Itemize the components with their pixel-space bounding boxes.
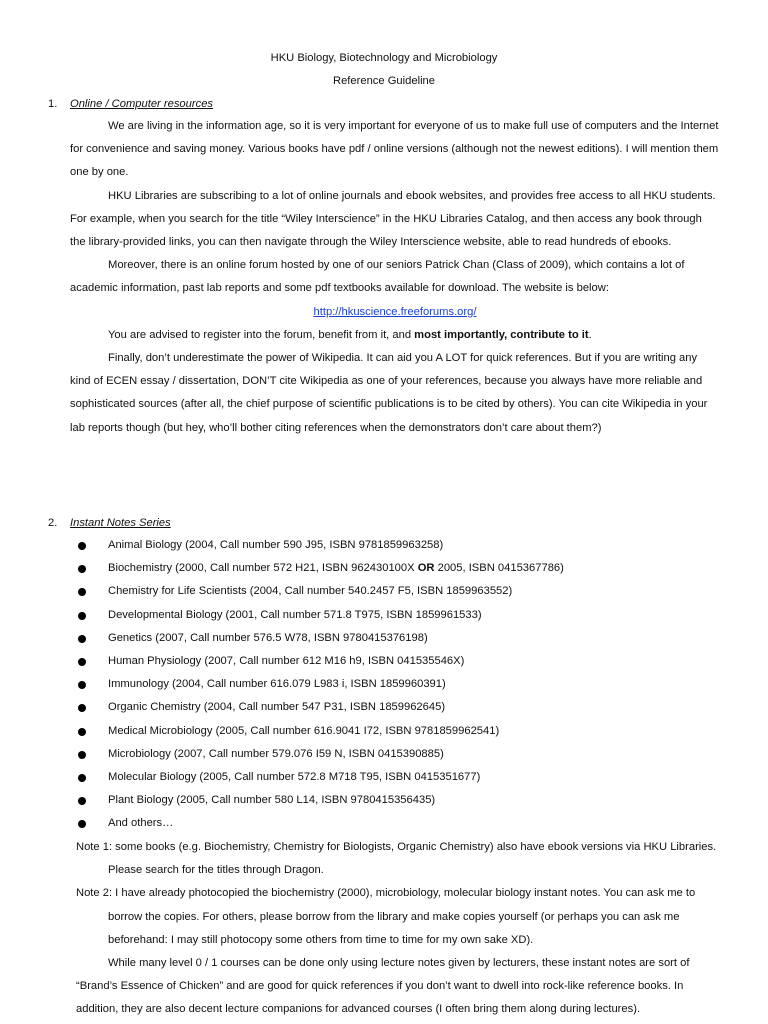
bullet-icon xyxy=(78,565,86,573)
list-item xyxy=(76,534,726,557)
list-item-text: Developmental Biology (2001, Call number 571.8 T975, ISBN 1859961533) xyxy=(108,608,482,621)
list-item-text: Organic Chemistry (2004, Call number 547 P31, ISBN 1859962645) xyxy=(108,701,446,714)
instant-notes-list xyxy=(76,534,726,835)
forum-link-line xyxy=(70,301,720,324)
list-item xyxy=(76,766,726,789)
bullet-icon xyxy=(78,612,86,620)
list-item-text: Chemistry for Life Scientists (2004, Call number 540.2457 F5, ISBN 1859963552) xyxy=(108,585,513,598)
bullet-icon xyxy=(78,704,86,712)
list-item xyxy=(76,627,726,650)
section-1-body xyxy=(70,115,720,440)
bullet-icon xyxy=(78,658,86,666)
paragraph-instant-notes-usage: While many level 0 / 1 courses can be done only using lecture notes given by lecturers, these instant notes are sort of “Brand’s Essence of Chicken” and are good for quick references if you don’t want to dwell into rock-like reference books. In addition, they are also decent lecture companions for advanced courses (I often bring them along during lectures). xyxy=(76,957,690,1016)
section-2-heading xyxy=(48,515,171,531)
list-item xyxy=(76,673,726,696)
register-emphasis: most importantly, contribute to it xyxy=(414,328,589,341)
document-subtitle: Reference Guideline xyxy=(333,75,435,87)
list-item-text: Microbiology (2007, Call number 579.076 I59 N, ISBN 0415390885) xyxy=(108,747,444,760)
list-item xyxy=(76,557,726,580)
bullet-icon xyxy=(78,820,86,828)
list-item-text: Plant Biology (2005, Call number 580 L14, ISBN 9780415356435) xyxy=(108,794,436,807)
section-1-heading xyxy=(48,96,213,112)
list-item xyxy=(76,604,726,627)
forum-link[interactable]: http://hkuscience.freeforums.org/ xyxy=(313,305,477,318)
note-1: Note 1: some books (e.g. Biochemistry, Chemistry for Biologists, Organic Chemistry) also have ebook versions via HKU Libraries. Please search for the titles through Dragon. xyxy=(76,841,717,877)
paragraph-online-forum: Moreover, there is an online forum hosted by one of our seniors Patrick Chan (Class of 2009), which contains a lot of academic information, past lab reports and some pdf textbooks available for download. The website is below: xyxy=(70,259,685,295)
note-2: Note 2: I have already photocopied the biochemistry (2000), microbiology, molecular biology instant notes. You can ask me to borrow the copies. For others, please borrow from the library and make copies yourself (or perhaps you can ask me beforehand: I may still photocopy some others from time to time for my own sake XD). xyxy=(76,887,696,946)
bullet-icon xyxy=(78,751,86,759)
bullet-icon xyxy=(78,774,86,782)
paragraph-information-age: We are living in the information age, so it is very important for everyone of us to make full use of computers and the Internet for convenience and saving money. Various books have pdf / online versions (although not the newest editions). I will mention them one by one. xyxy=(70,120,719,179)
list-item-text: Immunology (2004, Call number 616.079 L983 i, ISBN 1859960391) xyxy=(108,678,446,691)
paragraph-hku-libraries: HKU Libraries are subscribing to a lot of online journals and ebook websites, and provides free access to all HKU students. For example, when you search for the title “Wiley Interscience” in the HKU Libraries Catalog, and then access any book through the library-provided links, you can then navigate through the Wiley Interscience website, able to read hundreds of ebooks. xyxy=(70,189,716,249)
bullet-icon xyxy=(78,542,86,550)
section-2-number: 2. xyxy=(48,517,58,529)
list-item xyxy=(76,743,726,766)
list-item-text: Human Physiology (2007, Call number 612 M16 h9, ISBN 041535546X) xyxy=(108,654,465,667)
list-item xyxy=(76,650,726,673)
list-item xyxy=(76,696,726,719)
bullet-icon xyxy=(78,797,86,805)
paragraph-register-forum xyxy=(70,324,720,347)
list-item xyxy=(76,789,726,812)
list-item-text: Molecular Biology (2005, Call number 572.8 M718 T95, ISBN 0415351677) xyxy=(108,770,481,783)
list-item-text-end: 2005, ISBN 0415367786) xyxy=(434,562,564,575)
section-2-title: Instant Notes Series xyxy=(70,517,171,529)
bullet-icon xyxy=(78,681,86,689)
list-item xyxy=(76,812,726,835)
register-end: . xyxy=(588,328,592,341)
list-item-text: Genetics (2007, Call number 576.5 W78, ISBN 9780415376198) xyxy=(108,631,428,644)
list-item-text: And others… xyxy=(108,817,174,830)
document-title: HKU Biology, Biotechnology and Microbiology xyxy=(270,52,498,64)
paragraph-wikipedia: Finally, don’t underestimate the power of Wikipedia. It can aid you A LOT for quick references. But if you are writing any kind of ECEN essay / dissertation, DON’T cite Wikipedia as one of your references, because you always have more reliable and sophisticated sources (after all, the chief purpose of scientific publications is to be cited by others). You can cite Wikipedia in your lab reports though (but hey, who’ll bother citing references when the demonstrators don’t care about them?) xyxy=(70,352,708,434)
section-2-notes xyxy=(76,836,722,1022)
list-item xyxy=(76,720,726,743)
list-item-text-or: OR xyxy=(417,562,435,575)
bullet-icon xyxy=(78,635,86,643)
list-item-text: Medical Microbiology (2005, Call number 616.9041 I72, ISBN 9781859962541) xyxy=(108,724,500,737)
bullet-icon xyxy=(78,728,86,736)
register-text: You are advised to register into the forum, benefit from it, and xyxy=(108,328,415,341)
list-item xyxy=(76,580,726,603)
list-item-text-start: Biochemistry (2000, Call number 572 H21, ISBN 962430100X xyxy=(108,562,418,575)
section-1-title: Online / Computer resources xyxy=(70,98,214,110)
section-1-number: 1. xyxy=(48,98,58,110)
list-item-text: Animal Biology (2004, Call number 590 J95, ISBN 9781859963258) xyxy=(108,539,444,551)
bullet-icon xyxy=(78,588,86,596)
